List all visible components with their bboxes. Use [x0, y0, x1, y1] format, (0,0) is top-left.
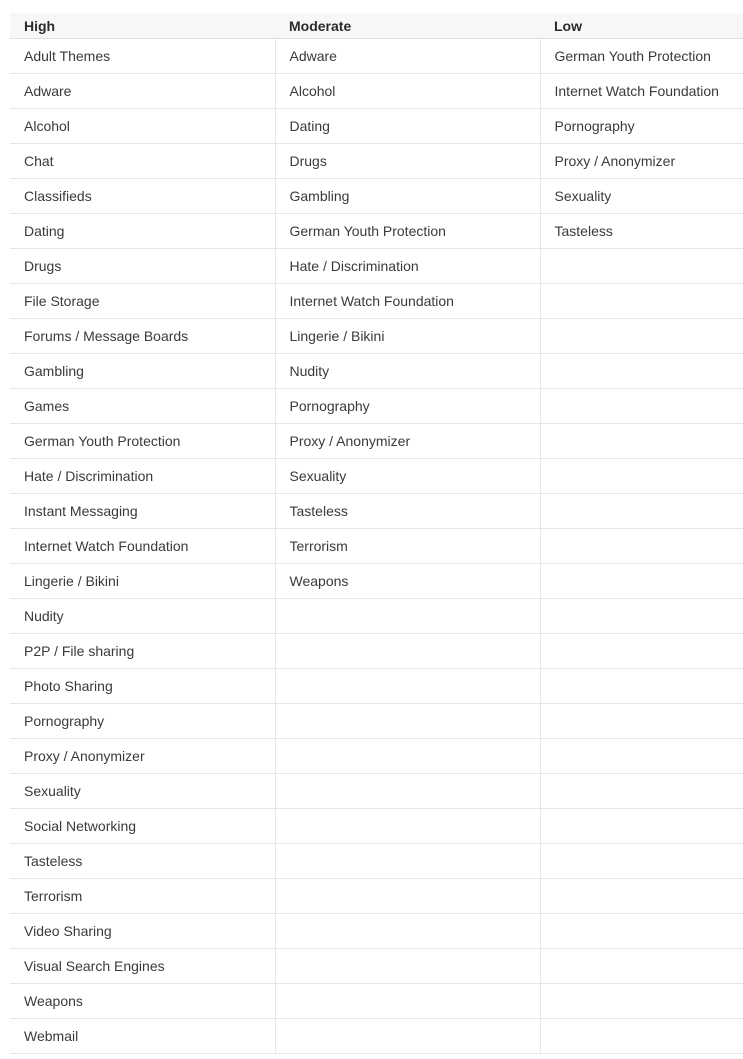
cell-low: Pornography: [540, 109, 743, 144]
cell-low: Internet Watch Foundation: [540, 74, 743, 109]
table-row: [10, 879, 743, 914]
table-header: [10, 13, 743, 39]
cell-moderate: [275, 634, 540, 669]
table-row: [10, 809, 743, 844]
cell-moderate: [275, 949, 540, 984]
table-row: [10, 109, 743, 144]
table-row: [10, 459, 743, 494]
cell-low: [540, 424, 743, 459]
cell-moderate: Sexuality: [275, 459, 540, 494]
table-row: [10, 914, 743, 949]
cell-low: [540, 669, 743, 704]
cell-moderate: Tasteless: [275, 494, 540, 529]
cell-low: [540, 774, 743, 809]
cell-moderate: Hate / Discrimination: [275, 249, 540, 284]
cell-low: [540, 809, 743, 844]
cell-low: [540, 529, 743, 564]
cell-low: [540, 599, 743, 634]
cell-moderate: Pornography: [275, 389, 540, 424]
cell-high: Photo Sharing: [10, 669, 275, 704]
cell-high: Video Sharing: [10, 914, 275, 949]
cell-high: German Youth Protection: [10, 424, 275, 459]
cell-moderate: [275, 879, 540, 914]
cell-high: Tasteless: [10, 844, 275, 879]
header-row: [10, 13, 743, 39]
table-row: [10, 494, 743, 529]
table-body: [10, 39, 743, 1054]
cell-moderate: German Youth Protection: [275, 214, 540, 249]
cell-moderate: [275, 739, 540, 774]
header-moderate: Moderate: [275, 13, 540, 39]
cell-low: [540, 389, 743, 424]
cell-high: Proxy / Anonymizer: [10, 739, 275, 774]
cell-high: Adult Themes: [10, 39, 275, 74]
header-high: High: [10, 13, 275, 39]
cell-high: Internet Watch Foundation: [10, 529, 275, 564]
table-row: [10, 179, 743, 214]
cell-high: Forums / Message Boards: [10, 319, 275, 354]
table-row: [10, 424, 743, 459]
table-row: [10, 319, 743, 354]
table-row: [10, 249, 743, 284]
cell-moderate: Drugs: [275, 144, 540, 179]
cell-low: Proxy / Anonymizer: [540, 144, 743, 179]
cell-high: Nudity: [10, 599, 275, 634]
cell-low: [540, 1019, 743, 1054]
cell-high: Alcohol: [10, 109, 275, 144]
cell-high: Visual Search Engines: [10, 949, 275, 984]
cell-moderate: Weapons: [275, 564, 540, 599]
table-row: [10, 74, 743, 109]
header-low: Low: [540, 13, 743, 39]
table-row: [10, 144, 743, 179]
category-severity-table: [10, 13, 743, 1054]
cell-low: Tasteless: [540, 214, 743, 249]
cell-moderate: [275, 984, 540, 1019]
cell-low: [540, 914, 743, 949]
cell-low: [540, 354, 743, 389]
table-row: [10, 844, 743, 879]
cell-high: Drugs: [10, 249, 275, 284]
cell-high: File Storage: [10, 284, 275, 319]
cell-high: Lingerie / Bikini: [10, 564, 275, 599]
cell-moderate: Gambling: [275, 179, 540, 214]
cell-low: [540, 704, 743, 739]
table-row: [10, 214, 743, 249]
table-row: [10, 669, 743, 704]
cell-moderate: Alcohol: [275, 74, 540, 109]
cell-moderate: Internet Watch Foundation: [275, 284, 540, 319]
cell-low: [540, 284, 743, 319]
cell-low: [540, 879, 743, 914]
cell-moderate: Dating: [275, 109, 540, 144]
table-row: [10, 984, 743, 1019]
cell-moderate: [275, 669, 540, 704]
cell-high: Instant Messaging: [10, 494, 275, 529]
table-row: [10, 774, 743, 809]
cell-high: Dating: [10, 214, 275, 249]
cell-low: [540, 634, 743, 669]
cell-moderate: [275, 1019, 540, 1054]
table-row: [10, 704, 743, 739]
table-row: [10, 354, 743, 389]
cell-high: Gambling: [10, 354, 275, 389]
cell-moderate: [275, 599, 540, 634]
cell-high: Chat: [10, 144, 275, 179]
cell-moderate: Proxy / Anonymizer: [275, 424, 540, 459]
table-row: [10, 564, 743, 599]
cell-low: [540, 319, 743, 354]
table-row: [10, 1019, 743, 1054]
table-row: [10, 599, 743, 634]
table-row: [10, 284, 743, 319]
cell-low: [540, 564, 743, 599]
cell-high: Games: [10, 389, 275, 424]
cell-high: Sexuality: [10, 774, 275, 809]
table-row: [10, 949, 743, 984]
cell-low: [540, 949, 743, 984]
cell-low: [540, 844, 743, 879]
cell-high: Social Networking: [10, 809, 275, 844]
table-row: [10, 739, 743, 774]
cell-high: Terrorism: [10, 879, 275, 914]
cell-moderate: [275, 774, 540, 809]
cell-moderate: [275, 914, 540, 949]
cell-moderate: Terrorism: [275, 529, 540, 564]
table-row: [10, 39, 743, 74]
cell-high: Weapons: [10, 984, 275, 1019]
cell-moderate: [275, 704, 540, 739]
cell-moderate: Lingerie / Bikini: [275, 319, 540, 354]
cell-moderate: Nudity: [275, 354, 540, 389]
cell-low: Sexuality: [540, 179, 743, 214]
cell-low: [540, 984, 743, 1019]
cell-low: [540, 494, 743, 529]
table-row: [10, 529, 743, 564]
cell-high: Classifieds: [10, 179, 275, 214]
cell-high: Hate / Discrimination: [10, 459, 275, 494]
cell-low: [540, 739, 743, 774]
cell-low: [540, 459, 743, 494]
table-row: [10, 389, 743, 424]
cell-low: German Youth Protection: [540, 39, 743, 74]
table-row: [10, 634, 743, 669]
cell-high: Pornography: [10, 704, 275, 739]
cell-low: [540, 249, 743, 284]
cell-moderate: [275, 809, 540, 844]
category-table-container: [10, 13, 743, 1054]
cell-moderate: [275, 844, 540, 879]
cell-high: Webmail: [10, 1019, 275, 1054]
cell-moderate: Adware: [275, 39, 540, 74]
cell-high: Adware: [10, 74, 275, 109]
cell-high: P2P / File sharing: [10, 634, 275, 669]
